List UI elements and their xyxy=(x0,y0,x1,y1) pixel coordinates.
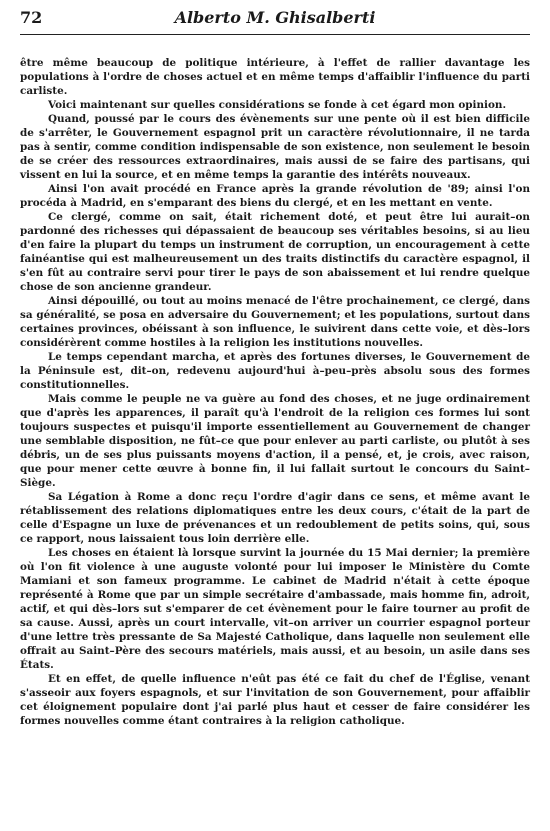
paragraph: Mais comme le peuple ne va guère au fond des choses, et ne juge ordinairement que d'après les apparences, il paraît qu'à l'endroit de la religion ces formes lui sont toujours suspectes et puisqu'il importe essentiellement au Gouvernement de changer une semblable disposition, ne fût–ce que pour enlever au parti carliste, ou plutôt à ses débris, un de ses plus puissants moyens d'action, il a pensé, et, je crois, avec raison, que pour mener cette œuvre à bonne fin, il lui fallait surtout le concours du Saint–Siège. xyxy=(20,393,530,489)
paragraph: Les choses en étaient là lorsque survint la journée du 15 Mai dernier; la première où l'on fit violence à une auguste volonté pour lui imposer le Ministère du Comte Mamiani et son fameux programme. Le cabinet de Madrid n'était à cette époque représenté à Rome que par un simple secrétaire d'ambassade, mais homme fin, adroit, actif, et qui dès–lors sut s'emparer de cet évènement pour le faire tourner au profit de sa cause. Aussi, après un court intervalle, vit–on arriver un courrier espagnol porteur d'une lettre très pressante de Sa Majesté Catholique, dans laquelle non seulement elle offrait au Saint–Père des secours matériels, mais aussi, et au besoin, un asile dans ses États. xyxy=(20,547,530,671)
running-head: Alberto M. Ghisalberti xyxy=(174,8,376,27)
header-rule xyxy=(20,34,530,35)
paragraph: Quand, poussé par le cours des évènements sur une pente où il est bien difficile de s'arrêter, le Gouvernement espagnol prit un caractère révolutionnaire, il ne tarda pas à sentir, comme condition indispensable de son existence, non seulement le besoin de se créer des ressources extraordinaires, mais aussi de se faire des partisans, qui vissent en lui la source, et en même temps la garantie des intérêts nouveaux. xyxy=(20,113,530,181)
paragraph: Ainsi dépouillé, ou tout au moins menacé de l'être prochainement, ce clergé, dans sa généralité, se posa en adversaire du Gouvernement; et les populations, surtout dans certaines provinces, obéissant à son influence, le suivirent dans cette voie, et dès–lors considérèrent comme hostiles à la religion les institutions nouvelles. xyxy=(20,295,530,349)
paragraph: Sa Légation à Rome a donc reçu l'ordre d'agir dans ce sens, et même avant le rétablissement des relations diplomatiques entre les deux cours, c'était de la part de celle d'Espagne un luxe de prévenances et un redoublement de petits soins, qui, sous ce rapport, nous laissaient tous loin derrière elle. xyxy=(20,491,530,545)
page-header xyxy=(20,8,530,32)
page-number: 72 xyxy=(20,8,43,27)
paragraph: Le temps cependant marcha, et après des fortunes diverses, le Gouvernement de la Péninsule est, dit–on, redevenu aujourd'hui à–peu–près absolu sous des formes constitutionnelles. xyxy=(20,351,530,391)
paragraph: Voici maintenant sur quelles considérations se fonde à cet égard mon opinion. xyxy=(48,99,507,111)
paragraph: Ce clergé, comme on sait, était richement doté, et peut être lui aurait–on pardonné des richesses qui dépassaient de beaucoup ses véritables besoins, si au lieu d'en faire la plupart du temps un instrument de corruption, un encouragement à cette fainéantise qui est malheureusement un des traits distinctifs du caractère espagnol, il s'en fût au contraire servi pour tirer le pays de son abaissement et lui rendre quelque chose de son ancienne grandeur. xyxy=(20,211,530,293)
paragraph: Et en effet, de quelle influence n'eût pas été ce fait du chef de l'Église, venant s'asseoir aux foyers espagnols, et sur l'invitation de son Gouvernement, pour affaiblir cet éloignement populaire dont j'ai parlé plus haut et cesser de faire considérer les formes nouvelles comme étant contraires à la religion catholique. xyxy=(20,673,530,727)
paragraph: être même beaucoup de politique intérieure, à l'effet de rallier davantage les populations à l'ordre de choses actuel et en même temps d'affaiblir l'influence du parti carliste. xyxy=(20,57,530,97)
body-text xyxy=(20,56,530,728)
paragraph: Ainsi l'on avait procédé en France après la grande révolution de '89; ainsi l'on procéda à Madrid, en s'emparant des biens du clergé, et en les mettant en vente. xyxy=(20,183,530,209)
